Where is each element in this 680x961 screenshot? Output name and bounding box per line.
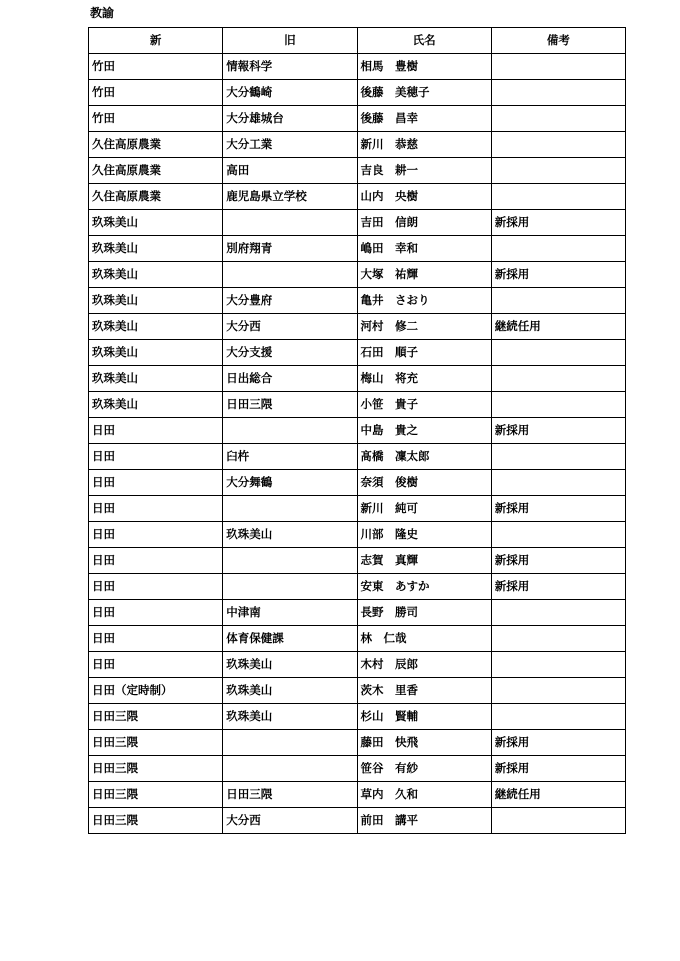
cell-remarks	[491, 678, 625, 704]
table-row	[89, 522, 626, 548]
header-new-school: 新	[89, 28, 223, 54]
cell-new-school: 竹田	[89, 54, 223, 80]
cell-remarks	[491, 808, 625, 834]
cell-name: 河村 修二	[357, 314, 491, 340]
table-row	[89, 210, 626, 236]
cell-old-school	[223, 574, 357, 600]
cell-old-school: 臼杵	[223, 444, 357, 470]
table-row	[89, 730, 626, 756]
cell-name: 前田 講平	[357, 808, 491, 834]
cell-old-school	[223, 210, 357, 236]
table-row	[89, 678, 626, 704]
cell-remarks	[491, 288, 625, 314]
cell-name: 志賀 真輝	[357, 548, 491, 574]
header-row	[89, 28, 626, 54]
cell-remarks: 新採用	[491, 418, 625, 444]
cell-name: 安東 あすか	[357, 574, 491, 600]
table-row	[89, 470, 626, 496]
cell-old-school	[223, 730, 357, 756]
cell-remarks: 新採用	[491, 548, 625, 574]
cell-new-school: 日田	[89, 652, 223, 678]
cell-name: 梅山 将充	[357, 366, 491, 392]
table-row	[89, 496, 626, 522]
cell-old-school: 大分工業	[223, 132, 357, 158]
cell-new-school: 玖珠美山	[89, 288, 223, 314]
cell-new-school: 日田（定時制）	[89, 678, 223, 704]
cell-new-school: 玖珠美山	[89, 314, 223, 340]
cell-name: 吉良 耕一	[357, 158, 491, 184]
cell-name: 髙橋 凜太郎	[357, 444, 491, 470]
cell-remarks	[491, 158, 625, 184]
cell-new-school: 竹田	[89, 106, 223, 132]
cell-remarks	[491, 444, 625, 470]
cell-old-school	[223, 756, 357, 782]
cell-name: 奈須 俊樹	[357, 470, 491, 496]
cell-old-school: 日田三隈	[223, 782, 357, 808]
cell-old-school	[223, 418, 357, 444]
cell-old-school: 日出総合	[223, 366, 357, 392]
table-row	[89, 366, 626, 392]
cell-remarks	[491, 132, 625, 158]
section-title: 教諭	[90, 6, 115, 20]
cell-old-school: 玖珠美山	[223, 652, 357, 678]
cell-remarks: 新採用	[491, 210, 625, 236]
cell-name: 後藤 美穂子	[357, 80, 491, 106]
cell-new-school: 久住高原農業	[89, 132, 223, 158]
cell-remarks	[491, 704, 625, 730]
header-old-school: 旧	[223, 28, 357, 54]
cell-new-school: 日田	[89, 496, 223, 522]
cell-name: 新川 純可	[357, 496, 491, 522]
table-row	[89, 106, 626, 132]
cell-old-school: 玖珠美山	[223, 704, 357, 730]
header-name: 氏名	[357, 28, 491, 54]
cell-new-school: 日田三隈	[89, 730, 223, 756]
cell-remarks	[491, 392, 625, 418]
cell-new-school: 玖珠美山	[89, 366, 223, 392]
cell-old-school: 高田	[223, 158, 357, 184]
cell-old-school	[223, 262, 357, 288]
cell-new-school: 日田	[89, 574, 223, 600]
cell-remarks: 新採用	[491, 574, 625, 600]
cell-remarks: 新採用	[491, 262, 625, 288]
cell-name: 亀井 さおり	[357, 288, 491, 314]
cell-new-school: 日田	[89, 470, 223, 496]
table-row	[89, 626, 626, 652]
cell-old-school: 大分鶴崎	[223, 80, 357, 106]
table-row	[89, 756, 626, 782]
cell-new-school: 久住高原農業	[89, 158, 223, 184]
cell-new-school: 日田	[89, 548, 223, 574]
cell-new-school: 玖珠美山	[89, 340, 223, 366]
cell-name: 藤田 快飛	[357, 730, 491, 756]
cell-remarks	[491, 54, 625, 80]
cell-new-school: 日田	[89, 600, 223, 626]
cell-name: 笹谷 有紗	[357, 756, 491, 782]
cell-name: 川部 隆史	[357, 522, 491, 548]
cell-new-school: 玖珠美山	[89, 210, 223, 236]
cell-remarks: 継続任用	[491, 782, 625, 808]
cell-old-school: 大分舞鶴	[223, 470, 357, 496]
table-row	[89, 340, 626, 366]
table-row	[89, 236, 626, 262]
cell-old-school: 大分豊府	[223, 288, 357, 314]
table-row	[89, 392, 626, 418]
cell-new-school: 日田三隈	[89, 704, 223, 730]
cell-new-school: 日田	[89, 418, 223, 444]
table-header	[89, 28, 626, 54]
personnel-table	[88, 27, 626, 834]
header-remarks: 備考	[491, 28, 625, 54]
cell-new-school: 日田	[89, 626, 223, 652]
cell-remarks	[491, 236, 625, 262]
cell-old-school: 情報科学	[223, 54, 357, 80]
cell-name: 嶋田 幸和	[357, 236, 491, 262]
cell-name: 茨木 里香	[357, 678, 491, 704]
cell-new-school: 日田	[89, 522, 223, 548]
cell-new-school: 日田	[89, 444, 223, 470]
cell-remarks: 継続任用	[491, 314, 625, 340]
cell-old-school	[223, 548, 357, 574]
cell-name: 木村 辰郎	[357, 652, 491, 678]
cell-name: 石田 順子	[357, 340, 491, 366]
cell-remarks	[491, 626, 625, 652]
table-row	[89, 80, 626, 106]
cell-name: 小笹 貴子	[357, 392, 491, 418]
cell-old-school: 大分西	[223, 808, 357, 834]
cell-new-school: 玖珠美山	[89, 262, 223, 288]
cell-remarks	[491, 652, 625, 678]
table-row	[89, 132, 626, 158]
table-row	[89, 782, 626, 808]
cell-old-school: 中津南	[223, 600, 357, 626]
cell-name: 吉田 信朗	[357, 210, 491, 236]
table-row	[89, 314, 626, 340]
cell-name: 中島 貴之	[357, 418, 491, 444]
cell-name: 長野 勝司	[357, 600, 491, 626]
cell-old-school: 玖珠美山	[223, 678, 357, 704]
table-row	[89, 262, 626, 288]
table-row	[89, 184, 626, 210]
cell-old-school: 鹿児島県立学校	[223, 184, 357, 210]
cell-new-school: 玖珠美山	[89, 236, 223, 262]
cell-remarks	[491, 80, 625, 106]
cell-old-school	[223, 496, 357, 522]
cell-old-school: 体育保健課	[223, 626, 357, 652]
cell-old-school: 玖珠美山	[223, 522, 357, 548]
table-row	[89, 288, 626, 314]
cell-remarks	[491, 340, 625, 366]
table-row	[89, 574, 626, 600]
cell-name: 新川 恭慈	[357, 132, 491, 158]
cell-remarks	[491, 366, 625, 392]
cell-old-school: 大分支援	[223, 340, 357, 366]
table-row	[89, 652, 626, 678]
cell-name: 林 仁哉	[357, 626, 491, 652]
table-row	[89, 158, 626, 184]
cell-remarks	[491, 470, 625, 496]
cell-remarks: 新採用	[491, 756, 625, 782]
cell-name: 杉山 賢輔	[357, 704, 491, 730]
table-row	[89, 418, 626, 444]
cell-new-school: 日田三隈	[89, 808, 223, 834]
table-row	[89, 704, 626, 730]
cell-name: 後藤 昌幸	[357, 106, 491, 132]
table-row	[89, 600, 626, 626]
cell-old-school: 別府翔青	[223, 236, 357, 262]
cell-old-school: 日田三隈	[223, 392, 357, 418]
cell-remarks	[491, 600, 625, 626]
cell-remarks	[491, 522, 625, 548]
cell-old-school: 大分西	[223, 314, 357, 340]
table-row	[89, 808, 626, 834]
cell-remarks: 新採用	[491, 730, 625, 756]
cell-new-school: 日田三隈	[89, 756, 223, 782]
cell-remarks	[491, 106, 625, 132]
table-body	[89, 54, 626, 834]
cell-remarks	[491, 184, 625, 210]
cell-new-school: 玖珠美山	[89, 392, 223, 418]
cell-name: 草内 久和	[357, 782, 491, 808]
cell-new-school: 日田三隈	[89, 782, 223, 808]
cell-new-school: 竹田	[89, 80, 223, 106]
cell-old-school: 大分雄城台	[223, 106, 357, 132]
cell-remarks: 新採用	[491, 496, 625, 522]
table-row	[89, 444, 626, 470]
table-row	[89, 54, 626, 80]
cell-name: 相馬 豊樹	[357, 54, 491, 80]
cell-name: 山内 央樹	[357, 184, 491, 210]
table-row	[89, 548, 626, 574]
cell-name: 大塚 祐輝	[357, 262, 491, 288]
cell-new-school: 久住高原農業	[89, 184, 223, 210]
